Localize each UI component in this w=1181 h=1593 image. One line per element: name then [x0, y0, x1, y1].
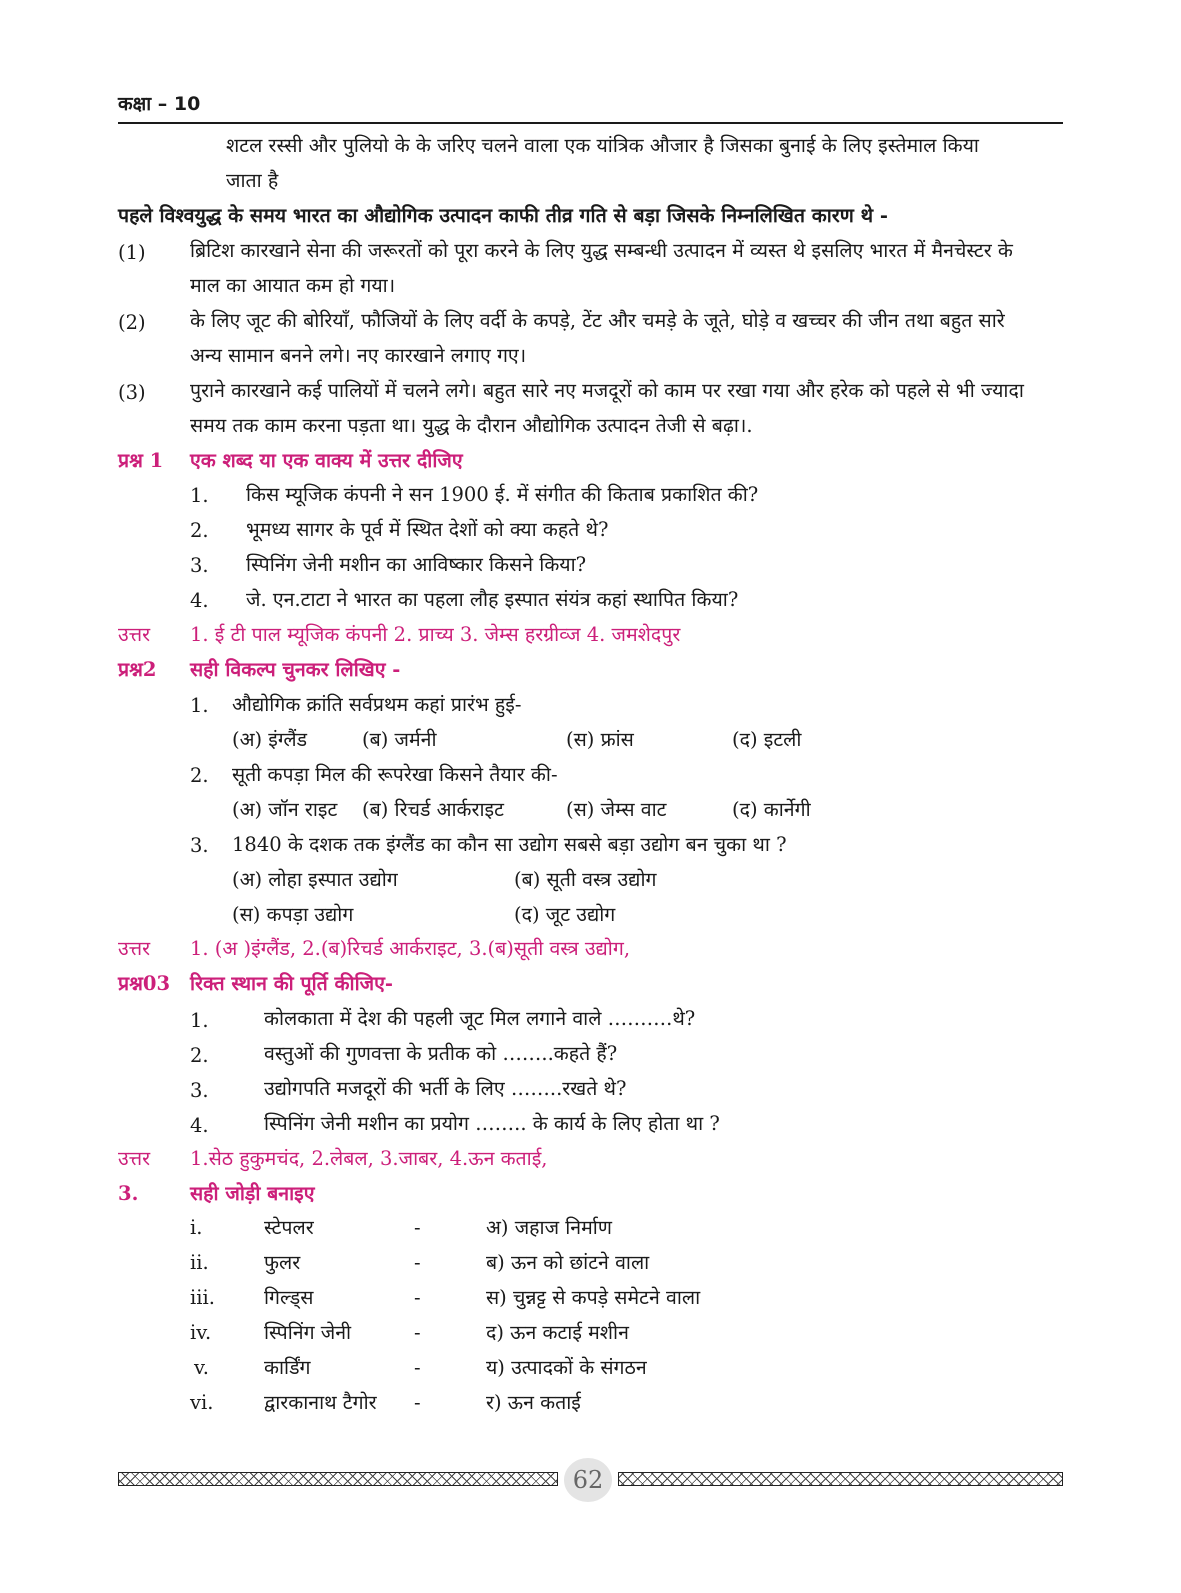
- match-right: स) चुन्नट्ट से कपड़े समेटने वाला: [486, 1286, 701, 1309]
- answer-text: 1. ई टी पाल म्यूजिक कंपनी 2. प्राच्य 3. जेम्स हरग्रीव्ज 4. जमशेदपुर: [190, 623, 681, 646]
- q1-title: एक शब्द या एक वाक्य में उत्तर दीजिए: [190, 449, 463, 472]
- option: (अ) जॉन राइट: [232, 798, 338, 821]
- answer-text: 1.सेठ हुकुमचंद, 2.लेबल, 3.जाबर, 4.ऊन कताई,: [190, 1147, 548, 1170]
- point-text: के लिए जूट की बोरियाँ, फौजियों के लिए वर्दी के कपड़े, टेंट और चमड़े के जूते, घोड़े व खच्चर की जीन तथा बहुत सारे: [190, 309, 1005, 332]
- q2-title: सही विकल्प चुनकर लिखिए -: [190, 658, 401, 681]
- point-text: ब्रिटिश कारखाने सेना की जरूरतों को पूरा करने के लिए युद्ध सम्बन्धी उत्पादन में व्यस्त थे इसलिए भारत में मैनचेस्टर के: [190, 239, 1013, 262]
- match-dash: -: [414, 1216, 421, 1239]
- match-right: ब) ऊन को छांटने वाला: [486, 1251, 650, 1274]
- match-title: सही जोड़ी बनाइए: [190, 1182, 315, 1205]
- match-num: i.: [190, 1216, 203, 1239]
- question-number: 4.: [190, 589, 209, 612]
- question-number: 3.: [190, 1079, 209, 1102]
- question-number: 2.: [190, 1044, 209, 1067]
- footer-ornament-right: [618, 1472, 1063, 1486]
- match-left: स्पिनिंग जेनी: [264, 1321, 352, 1344]
- question-number: 2.: [190, 519, 209, 542]
- question-number: 1.: [190, 1009, 209, 1032]
- point-number: (3): [118, 381, 146, 404]
- match-num: ii.: [190, 1251, 209, 1274]
- match-num: vi.: [190, 1391, 214, 1414]
- answer-label: उत्तर: [118, 1147, 151, 1170]
- match-label: 3.: [118, 1182, 139, 1205]
- match-right: अ) जहाज निर्माण: [486, 1216, 612, 1239]
- match-num: v.: [194, 1356, 209, 1379]
- page: [118, 0, 1063, 1593]
- question-number: 3.: [190, 834, 209, 857]
- q2-label: प्रश्न2: [118, 658, 157, 681]
- question-number: 2.: [190, 764, 209, 787]
- match-left: स्टेपलर: [264, 1216, 314, 1239]
- point-number: (2): [118, 311, 146, 334]
- option: (ब) रिचर्ड आर्कराइट: [362, 798, 504, 821]
- match-num: iv.: [190, 1321, 212, 1344]
- point-number: (1): [118, 241, 146, 264]
- option: (द) कार्नेगी: [732, 798, 811, 821]
- question-text: स्पिनिंग जेनी मशीन का आविष्कार किसने किया?: [246, 553, 587, 576]
- option: (द) जूट उद्योग: [514, 903, 616, 926]
- question-text: औद्योगिक क्रांति सर्वप्रथम कहां प्रारंभ हुई-: [232, 693, 522, 716]
- option: (ब) जर्मनी: [362, 728, 437, 751]
- match-dash: -: [414, 1286, 421, 1309]
- option: (स) फ्रांस: [566, 728, 634, 751]
- question-text: स्पिनिंग जेनी मशीन का प्रयोग …….. के कार्य के लिए होता था ?: [264, 1112, 720, 1135]
- footer-ornament-left: [118, 1472, 558, 1486]
- question-text: किस म्यूजिक कंपनी ने सन 1900 ई. में संगीत की किताब प्रकाशित की?: [246, 483, 759, 506]
- question-text: सूती कपड़ा मिल की रूपरेखा किसने तैयार की-: [232, 763, 558, 786]
- q3-label: प्रश्न03: [118, 972, 171, 995]
- option: (ब) सूती वस्त्र उद्योग: [514, 868, 657, 891]
- point-text: माल का आयात कम हो गया।: [190, 274, 396, 297]
- match-dash: -: [414, 1251, 421, 1274]
- intro-line: जाता है: [226, 169, 279, 192]
- footer: [118, 1466, 1063, 1494]
- question-number: 4.: [190, 1114, 209, 1137]
- question-text: वस्तुओं की गुणवत्ता के प्रतीक को ……..कहते हैं?: [264, 1042, 618, 1065]
- match-left: द्वारकानाथ टैगोर: [264, 1391, 377, 1414]
- match-left: गिल्ड्स: [264, 1286, 314, 1309]
- option: (स) कपड़ा उद्योग: [232, 903, 354, 926]
- question-number: 1.: [190, 484, 209, 507]
- page-number: 62: [564, 1458, 612, 1502]
- point-text: समय तक काम करना पड़ता था। युद्ध के दौरान औद्योगिक उत्पादन तेजी से बढ़ा।.: [190, 414, 753, 437]
- match-dash: -: [414, 1321, 421, 1344]
- answer-label: उत्तर: [118, 623, 151, 646]
- question-number: 1.: [190, 694, 209, 717]
- q1-label: प्रश्न 1: [118, 449, 164, 472]
- option: (अ) इंग्लैंड: [232, 728, 308, 751]
- header-rule: [118, 122, 1063, 124]
- match-right: र) ऊन कताई: [486, 1391, 581, 1414]
- question-text: कोलकाता में देश की पहली जूट मिल लगाने वाले ……….थे?: [264, 1007, 696, 1030]
- answer-label: उत्तर: [118, 937, 151, 960]
- question-text: भूमध्य सागर के पूर्व में स्थित देशों को क्या कहते थे?: [246, 518, 609, 541]
- ww1-heading: पहले विश्वयुद्ध के समय भारत का औद्योगिक उत्पादन काफी तीव्र गति से बड़ा जिसके निम्नलिखित कारण थे -: [118, 204, 888, 227]
- question-text: उद्योगपति मजदूरों की भर्ती के लिए ……..रखते थे?: [264, 1077, 627, 1100]
- match-left: कार्डिंग: [264, 1356, 311, 1379]
- option: (स) जेम्स वाट: [566, 798, 667, 821]
- question-text: 1840 के दशक तक इंग्लैंड का कौन सा उद्योग सबसे बड़ा उद्योग बन चुका था ?: [232, 833, 787, 856]
- match-num: iii.: [190, 1286, 215, 1309]
- match-left: फुलर: [264, 1251, 301, 1274]
- answer-text: 1. (अ )इंग्लैंड, 2.(ब)रिचर्ड आर्कराइट, 3.(ब)सूती वस्त्र उद्योग,: [190, 937, 631, 960]
- point-text: अन्य सामान बनने लगे। नए कारखाने लगाए गए।: [190, 344, 527, 367]
- option: (द) इटली: [732, 728, 802, 751]
- intro-line: शटल रस्सी और पुलियो के के जरिए चलने वाला एक यांत्रिक औजार है जिसका बुनाई के लिए इस्तेमाल किया: [226, 134, 979, 157]
- question-text: जे. एन.टाटा ने भारत का पहला लौह इस्पात संयंत्र कहां स्थापित किया?: [246, 588, 739, 611]
- match-dash: -: [414, 1356, 421, 1379]
- match-right: द) ऊन कटाई मशीन: [486, 1321, 629, 1344]
- option: (अ) लोहा इस्पात उद्योग: [232, 868, 398, 891]
- match-dash: -: [414, 1391, 421, 1414]
- question-number: 3.: [190, 554, 209, 577]
- match-right: य) उत्पादकों के संगठन: [486, 1356, 647, 1379]
- point-text: पुराने कारखाने कई पालियों में चलने लगे। बहुत सारे नए मजदूरों को काम पर रखा गया और हरेक को पहले से भी ज्यादा: [190, 379, 1024, 402]
- q3-title: रिक्त स्थान की पूर्ति कीजिए-: [190, 972, 393, 995]
- class-header: कक्षा – 10: [118, 93, 201, 115]
